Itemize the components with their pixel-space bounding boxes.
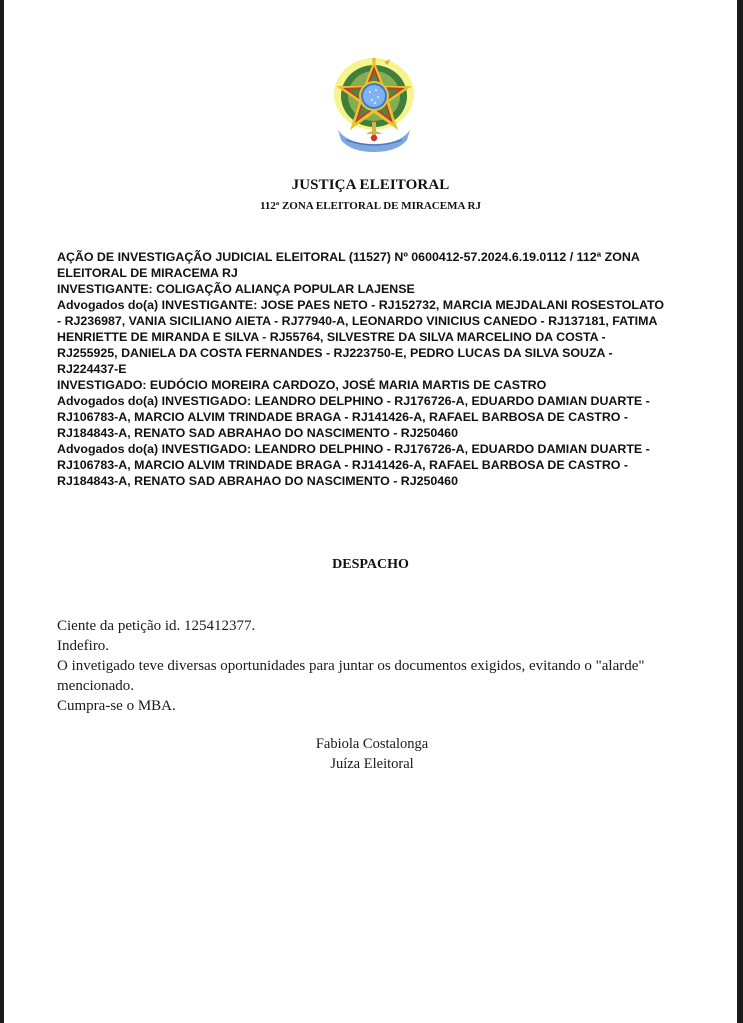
- case-header-line: Advogados do(a) INVESTIGADO: LEANDRO DELPHINO - RJ176726-A, EDUARDO DAMIAN DUARTE -: [57, 394, 650, 408]
- case-header-line: INVESTIGADO: EUDÓCIO MOREIRA CARDOZO, JOSÉ MARIA MARTIS DE CASTRO: [57, 378, 547, 392]
- case-header-line: INVESTIGANTE: COLIGAÇÃO ALIANÇA POPULAR LAJENSE: [57, 282, 415, 296]
- section-title: DESPACHO: [332, 557, 409, 572]
- body-line: Ciente da petição id. 125412377.: [57, 618, 256, 634]
- case-header-line: RJ184843-A, RENATO SAD ABRAHAO DO NASCIMENTO - RJ250460: [57, 474, 458, 488]
- case-header-line: Advogados do(a) INVESTIGANTE: JOSE PAES NETO - RJ152732, MARCIA MEJDALANI ROSESTOLATO: [57, 298, 665, 312]
- case-header: [57, 249, 669, 489]
- case-header-line: RJ106783-A, MARCIO ALVIM TRINDADE BRAGA - RJ141426-A, RAFAEL BARBOSA DE CASTRO -: [57, 458, 628, 472]
- case-header-line: RJ224437-E: [57, 362, 127, 376]
- signature-title: Juíza Eleitoral: [330, 756, 414, 772]
- case-header-line: - RJ236987, VANIA SICILIANO AIETA - RJ77940-A, LEONARDO VINICIUS CANEDO - RJ137181, FATIMA: [57, 314, 658, 328]
- body-line: Cumpra-se o MBA.: [57, 698, 176, 714]
- case-header-line: RJ184843-A, RENATO SAD ABRAHAO DO NASCIMENTO - RJ250460: [57, 426, 458, 440]
- signature-name: Fabiola Costalonga: [315, 736, 429, 752]
- zone-subtitle: 112ª ZONA ELEITORAL DE MIRACEMA RJ: [260, 200, 481, 212]
- case-header-line: RJ106783-A, MARCIO ALVIM TRINDADE BRAGA - RJ141426-A, RAFAEL BARBOSA DE CASTRO -: [57, 410, 628, 424]
- court-title: JUSTIÇA ELEITORAL: [291, 177, 450, 193]
- despacho-body: [57, 616, 677, 716]
- brazil-coat-of-arms-emblem: [332, 56, 416, 152]
- case-header-line: HENRIETTE DE MIRANDA E SILVA - RJ55764, SILVESTRE DA SILVA MARCELINO DA COSTA -: [57, 330, 606, 344]
- body-line: Indefiro.: [57, 638, 110, 654]
- case-header-line: Advogados do(a) INVESTIGADO: LEANDRO DELPHINO - RJ176726-A, EDUARDO DAMIAN DUARTE -: [57, 442, 650, 456]
- case-header-line: AÇÃO DE INVESTIGAÇÃO JUDICIAL ELEITORAL (11527) Nº 0600412-57.2024.6.19.0112 / 112ª ZONA: [57, 250, 640, 264]
- document-page: [4, 0, 737, 1023]
- case-header-line: ELEITORAL DE MIRACEMA RJ: [57, 266, 238, 280]
- body-line: mencionado.: [57, 678, 135, 694]
- case-header-line: RJ255925, DANIELA DA COSTA FERNANDES - RJ223750-E, PEDRO LUCAS DA SILVA SOUZA -: [57, 346, 613, 360]
- body-line: O invetigado teve diversas oportunidades para juntar os documentos exigidos, evitando o "alarde": [57, 658, 645, 674]
- signature-block: [4, 734, 740, 774]
